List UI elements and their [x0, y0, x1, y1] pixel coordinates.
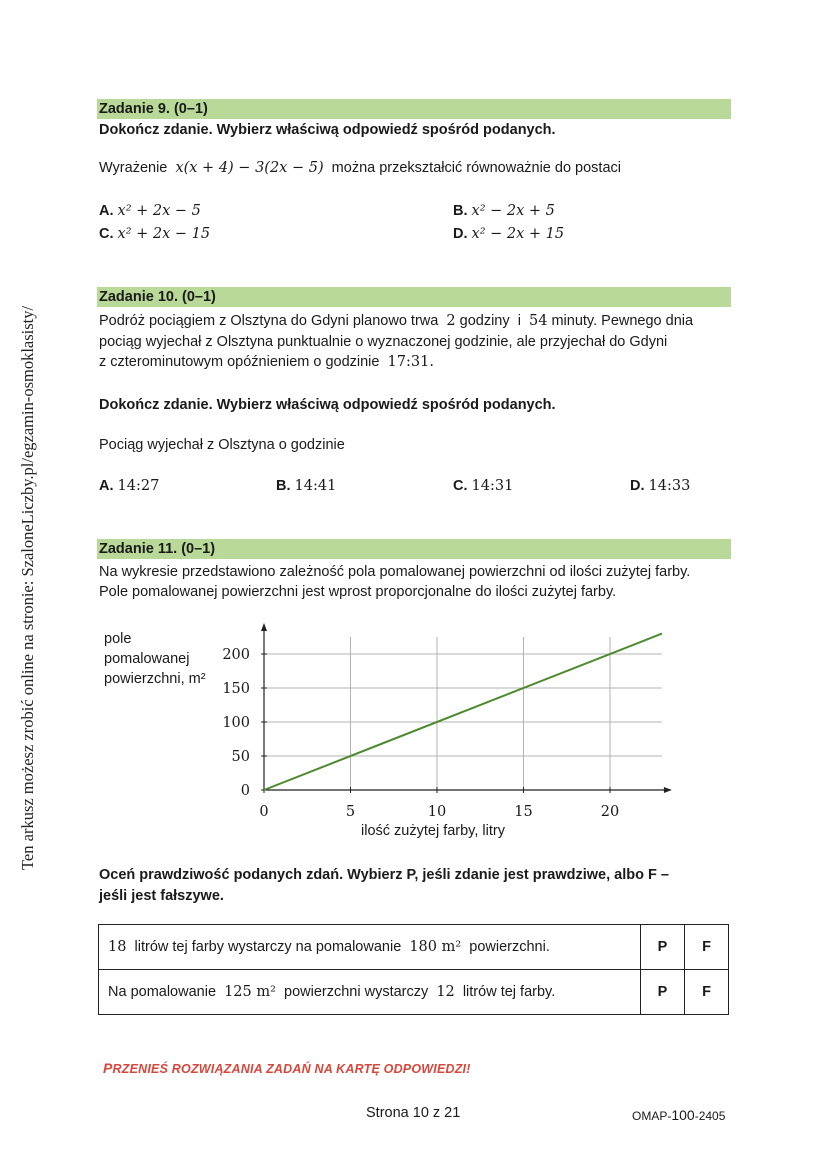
- task10-header: Zadanie 10. (0–1): [97, 287, 731, 307]
- option-value: 14:27: [117, 478, 160, 494]
- table-row: [99, 970, 729, 1015]
- chart-xlabel: ilość zużytej farby, litry: [361, 823, 505, 839]
- y-axis-arrow: [261, 623, 267, 631]
- option-value: 14:33: [648, 478, 691, 494]
- answer-f[interactable]: F: [685, 970, 729, 1015]
- text: Podróż pociągiem z Olsztyna do Gdyni planowo trwa: [99, 313, 439, 329]
- option-value: 14:41: [294, 478, 337, 494]
- text: i: [517, 313, 521, 329]
- table-row: [99, 925, 729, 970]
- task10-instruction: Dokończ zdanie. Wybierz właściwą odpowiedź spośród podanych.: [99, 397, 556, 413]
- text: z czterominutowym opóźnieniem o godzinie: [99, 354, 380, 370]
- option-value: x² − 2x + 15: [471, 226, 565, 242]
- code-part: -2405: [694, 1109, 726, 1123]
- task10-paragraph-line2: pociąg wyjechał z Olsztyna punktualnie o wyznaczonej godzinie, ale przyjechał do Gdyni: [99, 334, 668, 350]
- exam-code: [632, 1107, 725, 1123]
- text: powierzchni.: [469, 939, 550, 955]
- option-letter: D.: [630, 478, 645, 494]
- number: 54: [528, 313, 548, 329]
- text: powierzchni wystarczy: [284, 984, 429, 1000]
- task11-paragraph-line2: Pole pomalowanej powierzchni jest wprost proporcjonalne do ilości zużytej farby.: [99, 584, 617, 600]
- transfer-answers-note: [103, 1060, 471, 1076]
- x-axis-arrow: [664, 787, 672, 793]
- true-false-table: [98, 924, 729, 1015]
- option-letter: D.: [453, 226, 468, 242]
- task11-instruction-line2: jeśli jest fałszywe.: [99, 888, 224, 904]
- note-initial: P: [103, 1060, 113, 1076]
- option-letter: C.: [99, 226, 114, 242]
- side-url-text: Ten arkusz możesz zrobić online na stronie: SzaloneLiczby.pl/egzamin-osmoklasisty/: [18, 305, 37, 870]
- number: 12: [436, 984, 455, 1000]
- ylabel-line: powierzchni, m²: [104, 671, 206, 687]
- y-tick-label: 100: [222, 715, 250, 731]
- task10-stem: Pociąg wyjechał z Olsztyna o godzinie: [99, 437, 345, 453]
- code-part: OMAP-: [632, 1109, 672, 1123]
- answer-p[interactable]: P: [641, 970, 685, 1015]
- task9-instruction: Dokończ zdanie. Wybierz właściwą odpowiedź spośród podanych.: [99, 122, 556, 138]
- task11-header: Zadanie 11. (0–1): [97, 539, 731, 559]
- quantity: 125 m²: [224, 984, 276, 1000]
- code-part: 100: [671, 1107, 695, 1123]
- text: godziny: [459, 313, 510, 329]
- y-tick-label: 200: [222, 647, 250, 663]
- option-letter: C.: [453, 478, 468, 494]
- text: minuty. Pewnego dnia: [551, 313, 694, 329]
- option-letter: B.: [276, 478, 291, 494]
- y-tick-label: 0: [240, 783, 250, 799]
- statement-cell: [99, 970, 641, 1015]
- number: 2: [446, 313, 456, 329]
- option-value: x² + 2x − 5: [117, 203, 201, 219]
- x-tick-label: 20: [600, 804, 620, 820]
- ylabel-line: pole: [104, 631, 132, 647]
- option-value: x² − 2x + 5: [471, 203, 555, 219]
- time: 17:31.: [387, 354, 434, 370]
- y-tick-label: 50: [231, 749, 250, 765]
- task9-stem-pre: Wyrażenie: [99, 160, 168, 176]
- option-letter: A.: [99, 203, 114, 219]
- task9-expression: x(x + 4) − 3(2x − 5): [175, 160, 324, 176]
- x-tick-label: 5: [345, 804, 356, 820]
- x-tick-label: 10: [427, 804, 447, 820]
- text: litrów tej farby wystarczy na pomalowanie: [134, 939, 402, 955]
- y-tick-label: 150: [222, 681, 250, 697]
- ylabel-line: pomalowanej: [104, 651, 190, 667]
- task9-stem-post: można przekształcić równoważnie do postaci: [331, 160, 621, 176]
- series-line: [264, 634, 662, 790]
- number: 18: [108, 939, 127, 955]
- text: Na pomalowanie: [108, 984, 217, 1000]
- option-letter: A.: [99, 478, 114, 494]
- answer-f[interactable]: F: [685, 925, 729, 970]
- option-value: 14:31: [471, 478, 514, 494]
- task9-header: Zadanie 9. (0–1): [97, 99, 731, 119]
- statement-cell: [99, 925, 641, 970]
- task11-instruction-line1: Oceń prawdziwość podanych zdań. Wybierz P, jeśli zdanie jest prawdziwe, albo F –: [99, 867, 669, 883]
- page-number: Strona 10 z 21: [366, 1105, 461, 1121]
- answer-p[interactable]: P: [641, 925, 685, 970]
- option-letter: B.: [453, 203, 468, 219]
- task11-paragraph-line1: Na wykresie przedstawiono zależność pola pomalowanej powierzchni od ilości zużytej farby.: [99, 564, 691, 580]
- text: litrów tej farby.: [462, 984, 556, 1000]
- quantity: 180 m²: [409, 939, 462, 955]
- option-value: x² + 2x − 15: [117, 226, 211, 242]
- x-tick-label: 0: [259, 804, 269, 820]
- note-rest: RZENIEŚ ROZWIĄZANIA ZADAŃ NA KARTĘ ODPOWIEDZI!: [112, 1062, 471, 1076]
- x-tick-label: 15: [514, 804, 533, 820]
